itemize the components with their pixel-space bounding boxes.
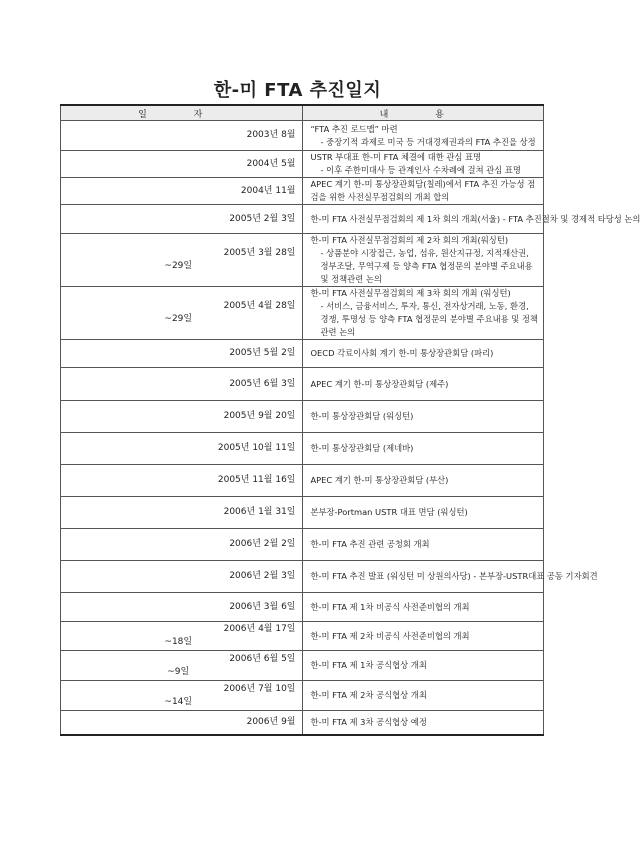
table-row [61, 151, 544, 178]
content-detail-line: - 상품분야 시장접근, 농업, 섬유, 원산지규정, 지적재산권, 정부조달, 무역구제 등 양측 FTA 협정문의 분야별 주요내용 및 정책관련 논의 [320, 248, 533, 284]
fta-timeline-table [60, 104, 640, 736]
content-cell [302, 622, 544, 651]
date-text: 2005년 2월 3일 [229, 213, 296, 224]
table-row [61, 465, 544, 497]
content-cell [302, 205, 640, 234]
table-row [61, 401, 544, 433]
date-text: 2005년 10월 11일 [217, 443, 296, 453]
date-cell [61, 401, 303, 433]
table-row [61, 593, 544, 622]
content-detail-line: - 중장기적 과제로 미국 등 거대경제권과의 FTA 추진을 상정 [320, 136, 536, 147]
date-text: 2005년 3월 28일 [223, 248, 296, 258]
date-range-end: ~14일 [164, 696, 193, 707]
date-cell [61, 340, 303, 368]
content-line: 본부장-Portman USTR 대표 면담 (워싱턴) [310, 507, 468, 517]
date-text: 2003년 8월 [246, 130, 296, 140]
table-row [61, 121, 544, 151]
content-line: 한-미 FTA 제 1차 공식협상 개최 [310, 660, 427, 670]
date-cell [61, 234, 303, 287]
date-cell [61, 433, 303, 465]
content-column-header: 내 용 [302, 105, 544, 121]
content-line: 한-미 통상장관회담 (워싱턴) [310, 411, 414, 421]
date-cell [61, 711, 303, 735]
table-row [61, 561, 544, 593]
table-header-row [61, 105, 544, 121]
content-line: 한-미 FTA 제 2차 비공식 사전준비협의 개최 [310, 630, 470, 641]
date-range-end: ~18일 [164, 637, 193, 647]
date-text: 2006년 6월 5일 [229, 653, 296, 664]
content-line: 한-미 FTA 제 1차 비공식 사전준비협의 개최 [310, 601, 470, 612]
date-cell [61, 561, 303, 593]
date-text: 2005년 11월 16일 [217, 475, 296, 485]
content-line: 한-미 FTA 추진 발표 (워싱턴 미 상원의사당) - 본부장-USTR대표 공동 기자회견 [310, 571, 598, 581]
date-text: 2005년 5월 2일 [229, 348, 296, 358]
content-line: APEC 계기 한-미 통상장관회담(칠레)에서 FTA 추진 가능성 점검을 위한 사전실무점검회의 개최 합의 [310, 179, 536, 202]
content-cell [302, 178, 544, 205]
table-row [61, 433, 544, 465]
content-line: 한-미 FTA 사전실무점검회의 제 2차 회의 개최(워싱턴) [310, 235, 509, 245]
table-row [61, 529, 544, 561]
content-line: 한-미 통상장관회담 (제네바) [310, 443, 414, 453]
content-cell [302, 561, 598, 593]
date-column-header: 일 자 [61, 105, 303, 121]
table-row [61, 234, 544, 287]
content-line: USTR 부대표 한-미 FTA 체결에 대한 관심 표명 [310, 152, 482, 162]
content-cell [302, 151, 544, 178]
content-line: 한-미 FTA 사전실무점검회의 제 3차 회의 개최 (워싱턴) [310, 288, 511, 298]
table-row [61, 681, 544, 711]
content-line: OECD 각료이사회 계기 한-미 통상장관회담 (파리) [310, 348, 494, 358]
date-cell [61, 593, 303, 622]
date-cell [61, 287, 303, 340]
table-row [61, 711, 544, 735]
content-line: “FTA 추진 로드맵” 마련 [310, 123, 398, 134]
content-cell [302, 681, 544, 711]
content-line: APEC 계기 한-미 통상장관회담 (부산) [310, 475, 449, 485]
content-detail-line: - 이후 주한미대사 등 관계인사 수차례에 걸쳐 관심 표명 [320, 165, 521, 175]
date-text: 2006년 3월 6일 [229, 601, 296, 612]
content-cell [302, 593, 544, 622]
content-cell [302, 287, 544, 340]
date-cell [61, 121, 303, 151]
content-detail-line: - 서비스, 금융서비스, 투자, 통신, 전자상거래, 노동, 환경, 경쟁, 투명성 등 양측 FTA 협정문의 분야별 주요내용 및 정책관련 논의 [320, 301, 538, 337]
table-row [61, 205, 544, 234]
date-cell [61, 151, 303, 178]
content-line: APEC 계기 한-미 통상장관회담 (제주) [310, 378, 449, 389]
date-range-end: ~29일 [164, 314, 193, 324]
date-text: 2005년 4월 28일 [223, 301, 296, 311]
date-text: 2006년 1월 31일 [223, 507, 296, 517]
content-cell [302, 529, 544, 561]
content-line: 한-미 FTA 제 2차 공식협상 개최 [310, 690, 427, 700]
content-cell [302, 340, 544, 368]
page-title: 한-미 FTA 추진일지 [213, 80, 382, 101]
content-line: 한-미 FTA 사전실무점검회의 제 1차 회의 개최(서울) - FTA 추진절차 및 경제적 타당성 논의 [310, 213, 640, 224]
content-line: 한-미 FTA 제 3차 공식협상 예정 [310, 716, 427, 727]
table-row [61, 178, 544, 205]
content-cell [302, 651, 544, 681]
table-row [61, 497, 544, 529]
content-cell [302, 497, 544, 529]
content-line: 한-미 FTA 추진 관련 공청회 개최 [310, 539, 430, 549]
date-cell [61, 368, 303, 401]
date-range-end: ~9일 [167, 666, 190, 677]
date-cell [61, 529, 303, 561]
date-cell [61, 465, 303, 497]
table-row [61, 340, 544, 368]
date-text: 2006년 4월 17일 [223, 624, 296, 634]
content-cell [302, 234, 544, 287]
date-cell [61, 681, 303, 711]
content-cell [302, 433, 544, 465]
date-text: 2005년 9월 20일 [223, 411, 296, 421]
date-cell [61, 497, 303, 529]
date-range-end: ~29일 [164, 261, 193, 271]
content-cell [302, 711, 544, 735]
date-text: 2006년 2월 3일 [229, 571, 296, 581]
date-cell [61, 178, 303, 205]
content-cell [302, 368, 544, 401]
table-row [61, 368, 544, 401]
content-cell [302, 401, 544, 433]
date-text: 2006년 2월 2일 [229, 539, 296, 549]
table-row [61, 287, 544, 340]
date-cell [61, 205, 303, 234]
table-row [61, 622, 544, 651]
table-row [61, 651, 544, 681]
date-text: 2005년 6월 3일 [229, 378, 296, 389]
date-cell [61, 651, 303, 681]
date-text: 2004년 11월 [240, 185, 296, 196]
date-cell [61, 622, 303, 651]
content-cell [302, 465, 544, 497]
date-text: 2006년 7월 10일 [223, 683, 296, 694]
date-text: 2004년 5월 [246, 158, 296, 169]
content-cell [302, 121, 544, 151]
date-text: 2006년 9월 [246, 716, 296, 727]
